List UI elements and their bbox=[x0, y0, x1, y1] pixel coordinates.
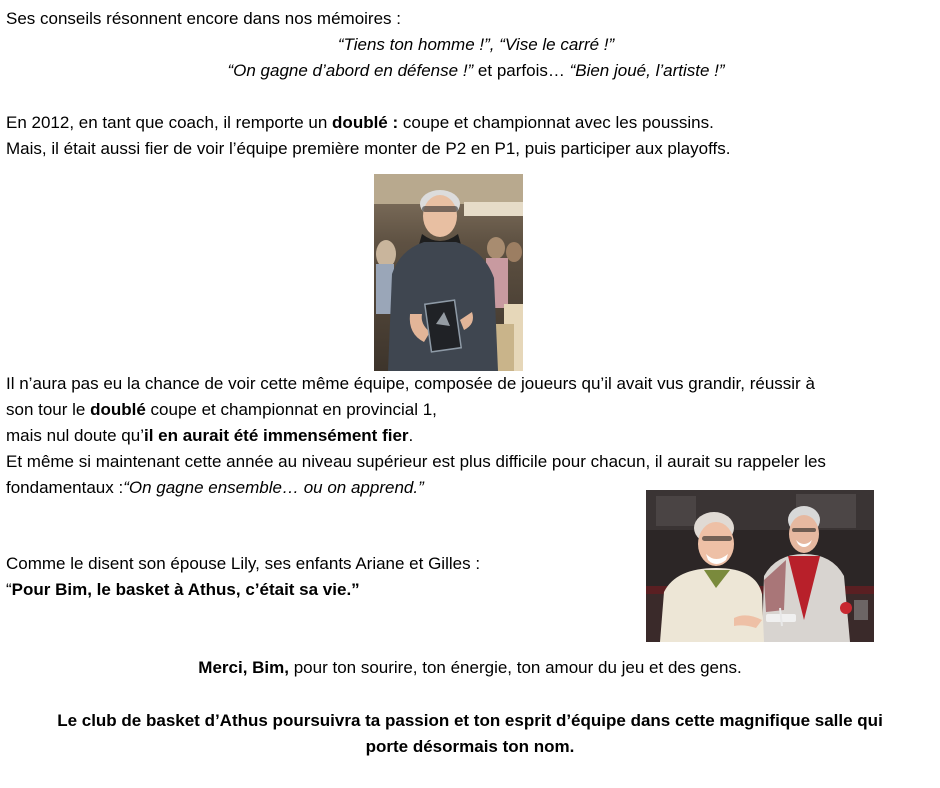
text-merci-bim: Merci, Bim, bbox=[198, 658, 289, 677]
quote-defense: “On gagne d’abord en défense !” bbox=[227, 61, 474, 80]
text-2012-end: coupe et championnat avec les poussins. bbox=[398, 113, 714, 132]
paragraph-2012 bbox=[6, 110, 714, 136]
text-chance-end: coupe et championnat en provincial 1, bbox=[145, 400, 437, 419]
photo-coach-trophy bbox=[374, 174, 523, 371]
text-doute-start: mais nul doute qu’ bbox=[6, 426, 144, 445]
text-chance-start: son tour le bbox=[6, 400, 91, 419]
quote-line-1 bbox=[6, 32, 940, 58]
text-2012-start: En 2012, en tant que coach, il remporte un bbox=[6, 113, 333, 132]
paragraph-comme: Comme le disent son épouse Lily, ses enfants Ariane et Gilles : bbox=[6, 554, 481, 573]
text-merci-rest: pour ton sourire, ton énergie, ton amour du jeu et des gens. bbox=[289, 658, 742, 677]
paragraph-meme-line-1: Et même si maintenant cette année au niveau supérieur est plus difficile pour chacun, il aurait su rappeler les bbox=[6, 452, 826, 471]
paragraph-doute bbox=[6, 423, 413, 449]
text-double-bold: doublé : bbox=[332, 113, 399, 132]
text-doute-end: . bbox=[408, 426, 414, 445]
paragraph-chance-line-1: Il n’aura pas eu la chance de voir cette même équipe, composée de joueurs qu’il avait vus grandir, réussir à bbox=[6, 374, 815, 393]
quote-artiste: “Bien joué, l’artiste !” bbox=[569, 61, 725, 80]
quote-tiens-vise: “Tiens ton homme !”, “Vise le carré !” bbox=[337, 35, 615, 54]
paragraph-vie bbox=[6, 577, 360, 603]
paragraph-chance-line-2 bbox=[6, 397, 437, 423]
photo-couple-table bbox=[646, 490, 874, 642]
text-open-quote: “ bbox=[6, 580, 12, 599]
quote-line-2 bbox=[6, 58, 940, 84]
text-fondamentaux: fondamentaux : bbox=[6, 478, 124, 497]
quote-connector: et parfois… bbox=[473, 61, 570, 80]
text-fier-bold: il en aurait été immensément fier bbox=[143, 426, 409, 445]
quote-ensemble: “On gagne ensemble… ou on apprend.” bbox=[123, 478, 424, 497]
paragraph-club-line-2: porte désormais ton nom. bbox=[365, 737, 575, 756]
intro-text: Ses conseils résonnent encore dans nos mémoires : bbox=[6, 9, 401, 28]
quote-basket-vie: Pour Bim, le basket à Athus, c’était sa vie.” bbox=[11, 580, 360, 599]
paragraph-merci bbox=[0, 655, 940, 681]
text-double-bold-2: doublé bbox=[90, 400, 146, 419]
paragraph-meme-line-2 bbox=[6, 475, 424, 501]
paragraph-club-line-1: Le club de basket d’Athus poursuivra ta passion et ton esprit d’équipe dans cette magnifique salle qui bbox=[57, 711, 883, 730]
paragraph-fier: Mais, il était aussi fier de voir l’équipe première monter de P2 en P1, puis participer aux playoffs. bbox=[6, 139, 731, 158]
